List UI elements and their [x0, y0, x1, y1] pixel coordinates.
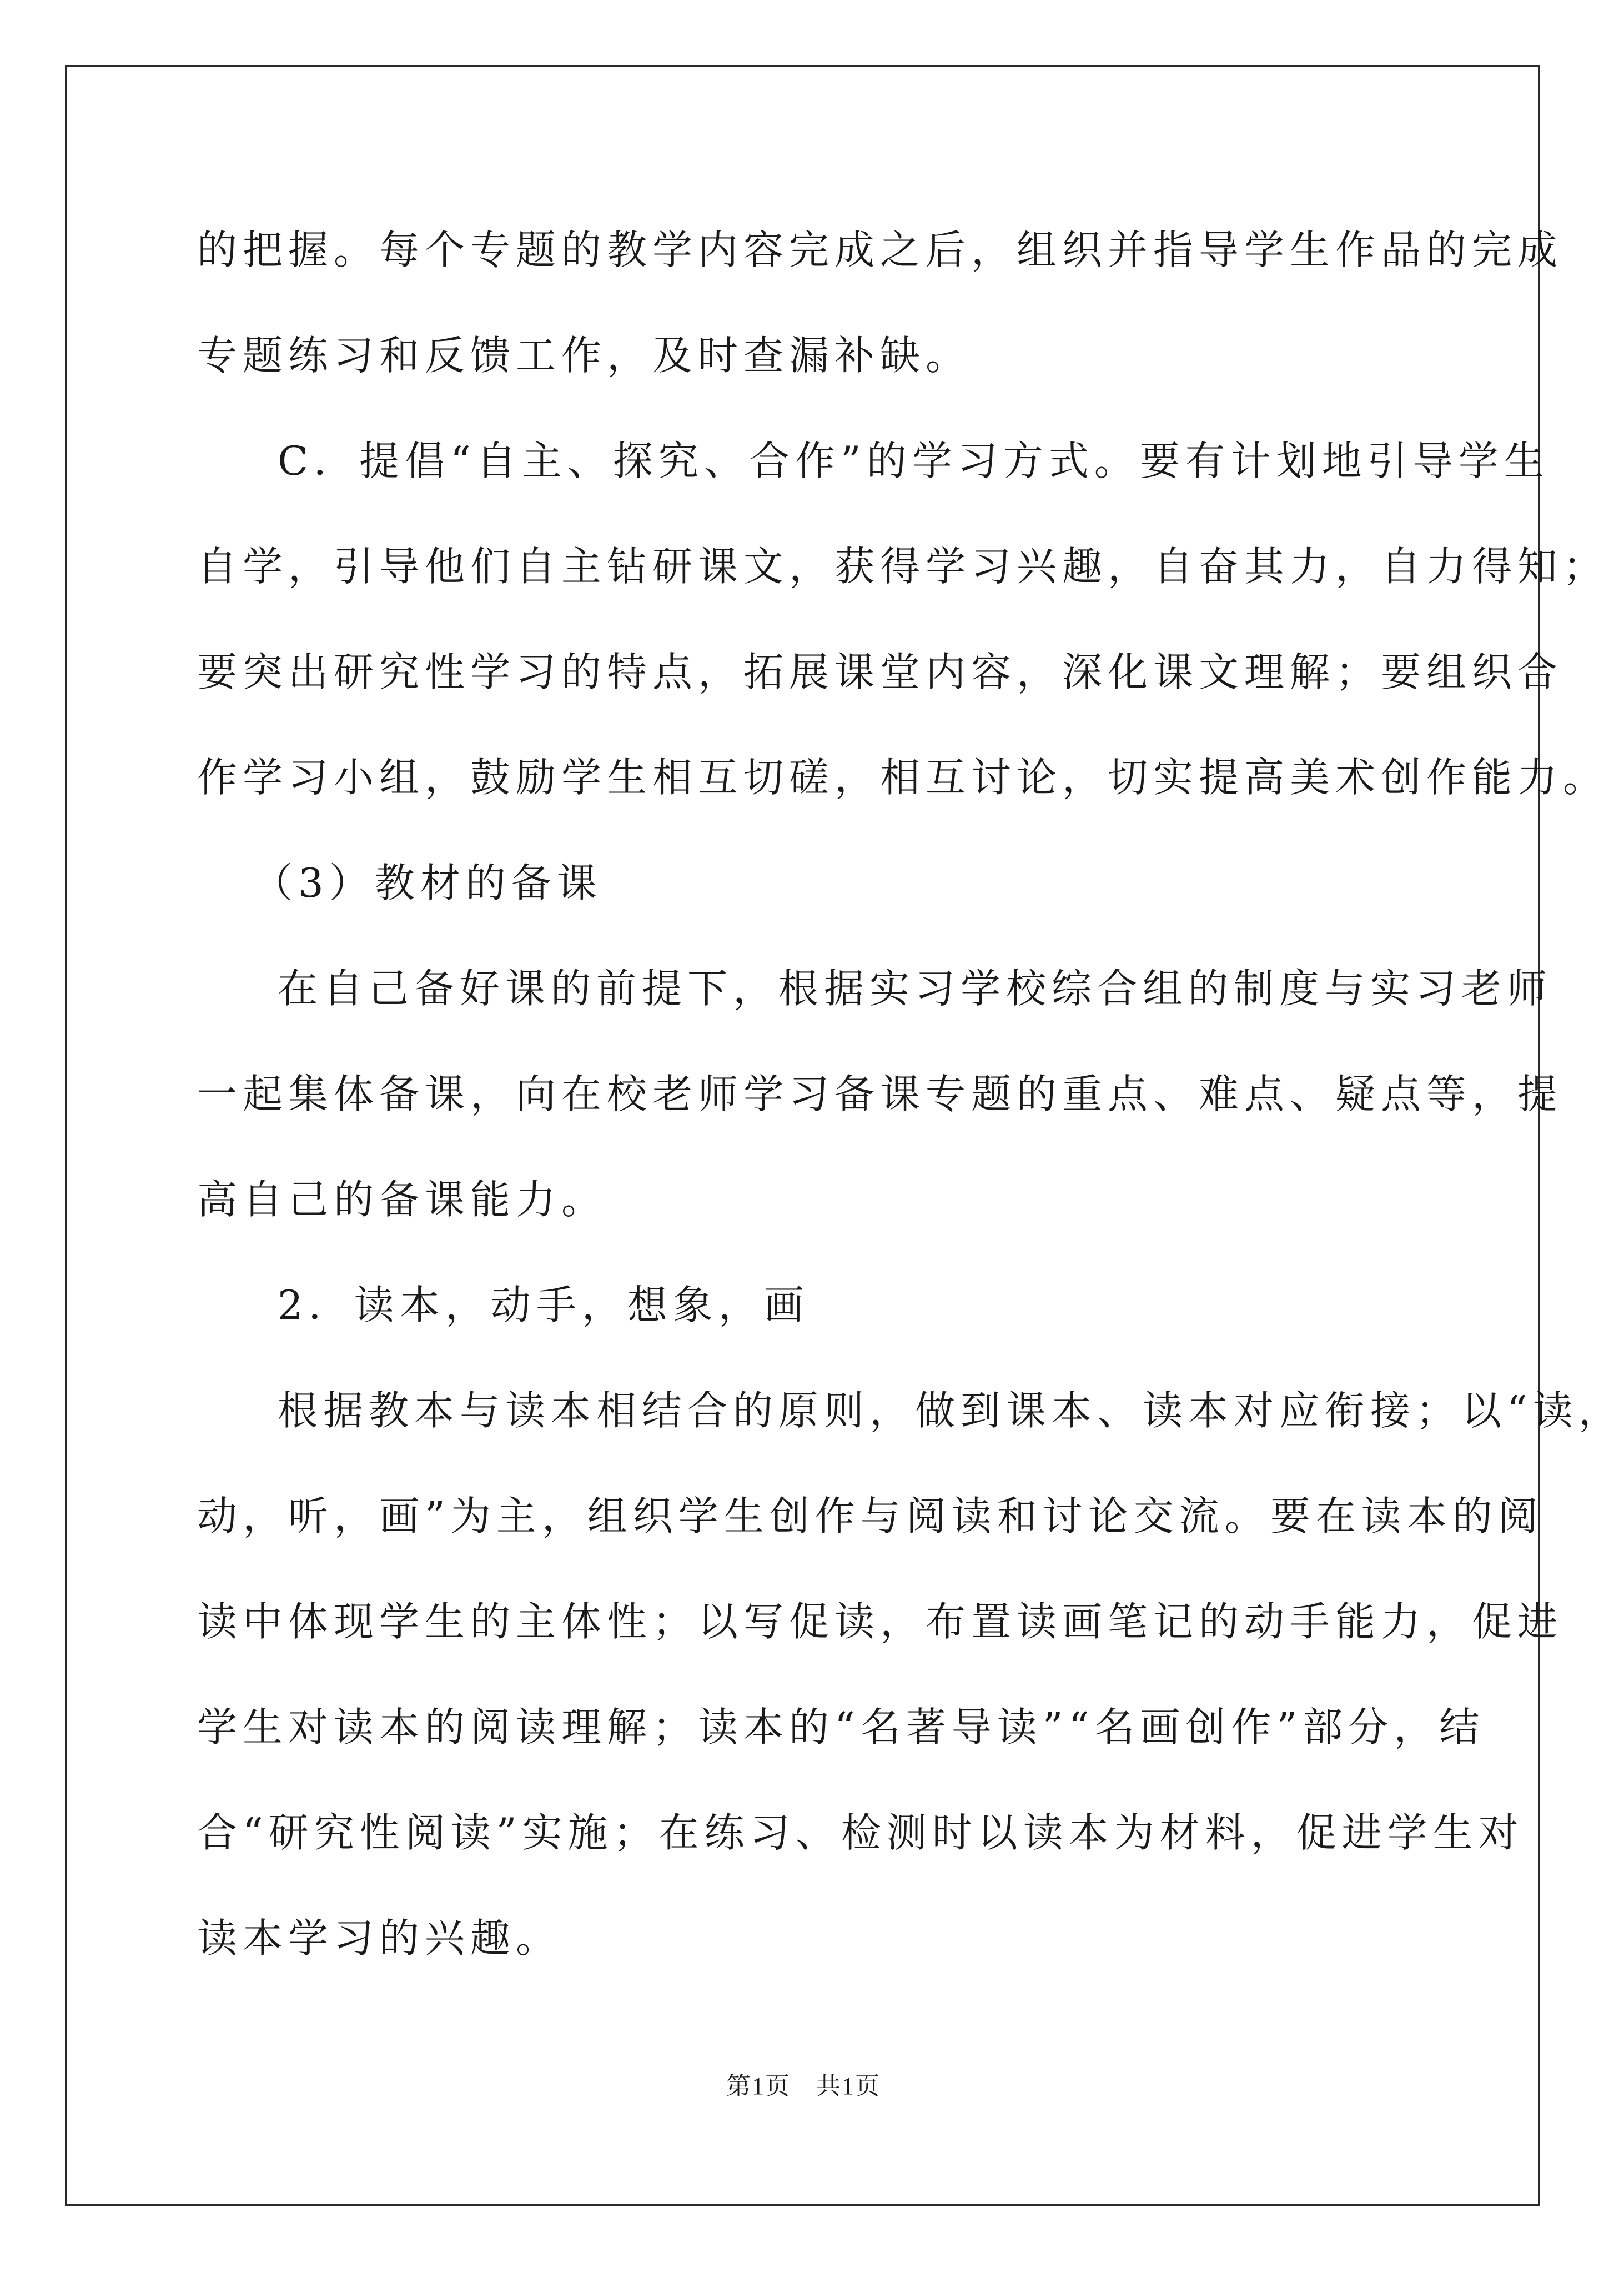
- text-line: 要突出研究性学习的特点，拓展课堂内容，深化课文理解；要组织合: [197, 649, 1563, 695]
- text-line: 一起集体备课，向在校老师学习备课专题的重点、难点、疑点等，提: [197, 1071, 1563, 1117]
- text-line: 自学，引导他们自主钻研课文，获得学习兴趣，自奋其力，自力得知；: [197, 543, 1609, 590]
- text-line: 读本学习的兴趣。: [197, 1915, 562, 1961]
- section-heading: 2．读本，动手，想象，画: [278, 1282, 810, 1328]
- section-heading: （3）教材的备课: [253, 860, 602, 906]
- paragraph-start-line: C．提倡“自主、探究、合作”的学习方式。要有计划地引导学生: [278, 438, 1550, 484]
- text-line: 读中体现学生的主体性；以写促读，布置读画笔记的动手能力，促进: [197, 1598, 1563, 1645]
- text-line: 合“研究性阅读”实施；在练习、检测时以读本为材料，促进学生对: [197, 1809, 1524, 1856]
- text-line: 作学习小组，鼓励学生相互切磋，相互讨论，切实提高美术创作能力。: [197, 754, 1609, 801]
- text-line: 的把握。每个专题的教学内容完成之后，组织并指导学生作品的完成: [197, 227, 1563, 273]
- text-line: 专题练习和反馈工作，及时查漏补缺。: [197, 332, 972, 379]
- text-line: 动，听，画”为主，组织学生创作与阅读和讨论交流。要在读本的阅: [197, 1493, 1543, 1539]
- paragraph-start-line: 根据教本与读本相结合的原则，做到课本、读本对应衔接；以“读，: [278, 1387, 1624, 1434]
- text-line: 高自己的备课能力。: [197, 1176, 607, 1223]
- paragraph-start-line: 在自己备好课的前提下，根据实习学校综合组的制度与实习老师: [278, 965, 1553, 1012]
- document-body: [197, 205, 1624, 1999]
- page-number-footer: 第1页 共1页: [726, 2073, 881, 2100]
- text-line: 学生对读本的阅读理解；读本的“名著导读”“名画创作”部分，结: [197, 1704, 1485, 1750]
